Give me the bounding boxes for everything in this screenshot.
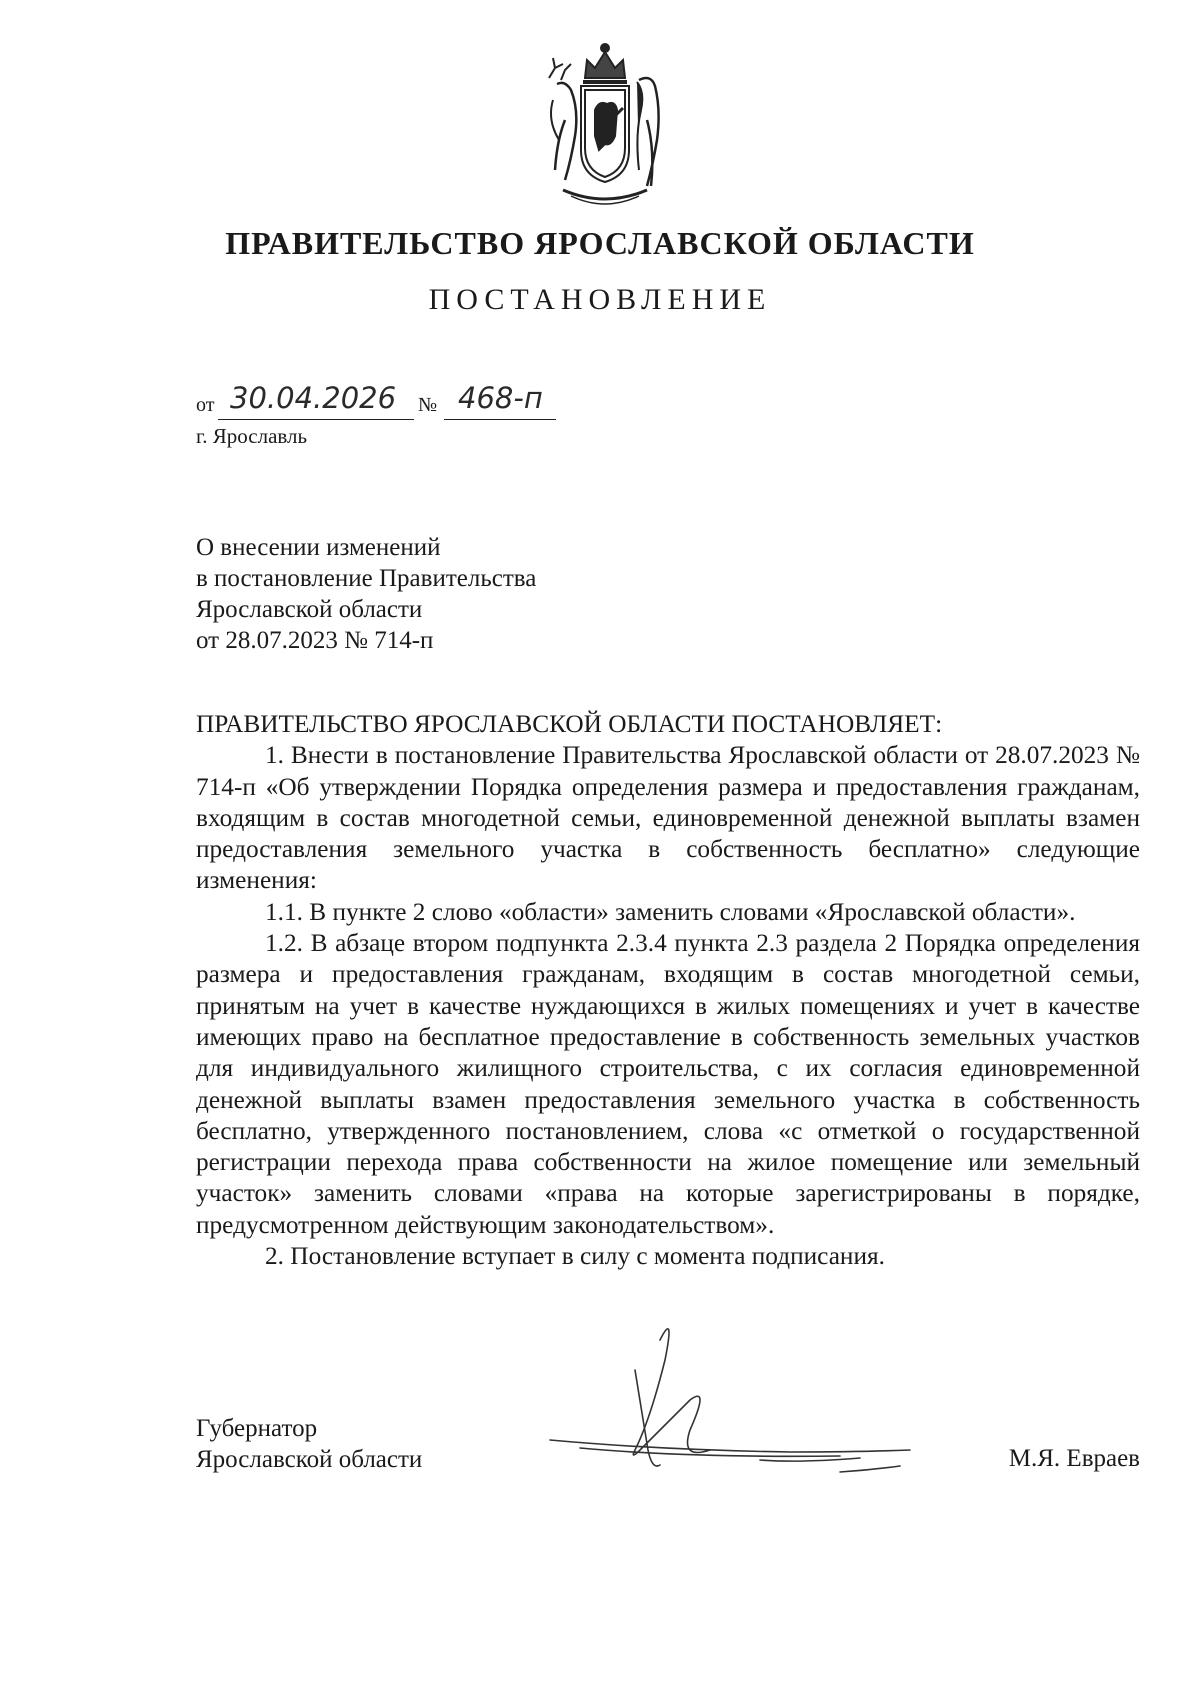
registration-date: 30.04.2026: [230, 381, 397, 415]
resolving-clause: ПРАВИТЕЛЬСТВО ЯРОСЛАВСКОЙ ОБЛАСТИ ПОСТАНОВЛЯЕТ:: [196, 710, 943, 738]
city-label: г. Ярославль: [196, 424, 308, 448]
paragraph-1-1: 1.1. В пункте 2 слово «области» заменить словами «Ярославской области».: [265, 897, 1076, 926]
paragraph-1: 1. Внести в постановление Правительства Ярославской области от 28.07.2023 № 714-п «Об утверждении Порядка определения размера и предоставления гражданам, входящим в состав многодетной семьи, единовременной денежной выплаты взамен предоставления земельного участка в собственность бесплатно» следующие изменения:: [196, 741, 1140, 895]
subject-line: в постановление Правительства: [196, 565, 537, 592]
date-prefix: от: [196, 394, 215, 416]
subject-line: О внесении изменений: [196, 534, 441, 561]
position-line: Ярославской области: [196, 1446, 423, 1473]
subject-line: Ярославской области: [196, 596, 423, 623]
signatory-name: М.Я. Евраев: [1008, 1445, 1140, 1472]
organization-title: ПРАВИТЕЛЬСТВО ЯРОСЛАВСКОЙ ОБЛАСТИ: [225, 225, 975, 261]
number-prefix: №: [418, 394, 438, 416]
position-line: Губернатор: [196, 1415, 318, 1442]
registration-line: [196, 375, 656, 425]
signatory-position: [196, 1413, 422, 1475]
document-type-title: ПОСТАНОВЛЕНИЕ: [428, 283, 772, 316]
handwritten-signature: [540, 1300, 920, 1500]
number-underline: [444, 419, 556, 420]
registration-number: 468-п: [458, 381, 543, 415]
document-subject: [196, 532, 716, 656]
date-underline: [218, 419, 414, 420]
paragraph-2: 2. Постановление вступает в силу с момента подписания.: [265, 1242, 885, 1271]
document-body: [196, 709, 1140, 1272]
subject-line: от 28.07.2023 № 714-п: [196, 627, 434, 654]
coat-of-arms-emblem: [535, 40, 675, 210]
paragraph-1-2: 1.2. В абзаце втором подпункта 2.3.4 пункта 2.3 раздела 2 Порядка определения размера и предоставления гражданам, входящим в состав многодетной семьи, принятым на учет в качестве нуждающихся в жилых помещениях и учет в качестве имеющих право на бесплатное предоставление в собственность земельных участков для индивидуального жилищного строительства, с их согласия единовременной денежной выплаты взамен предоставления земельного участка в собственность бесплатно, утвержденного постановлением, слова «с отметкой о государственной регистрации перехода права собственности на жилое помещение или земельный участок» заменить словами «права на которые зарегистрированы в порядке, предусмотренном действующим законодательством».: [196, 929, 1140, 1239]
